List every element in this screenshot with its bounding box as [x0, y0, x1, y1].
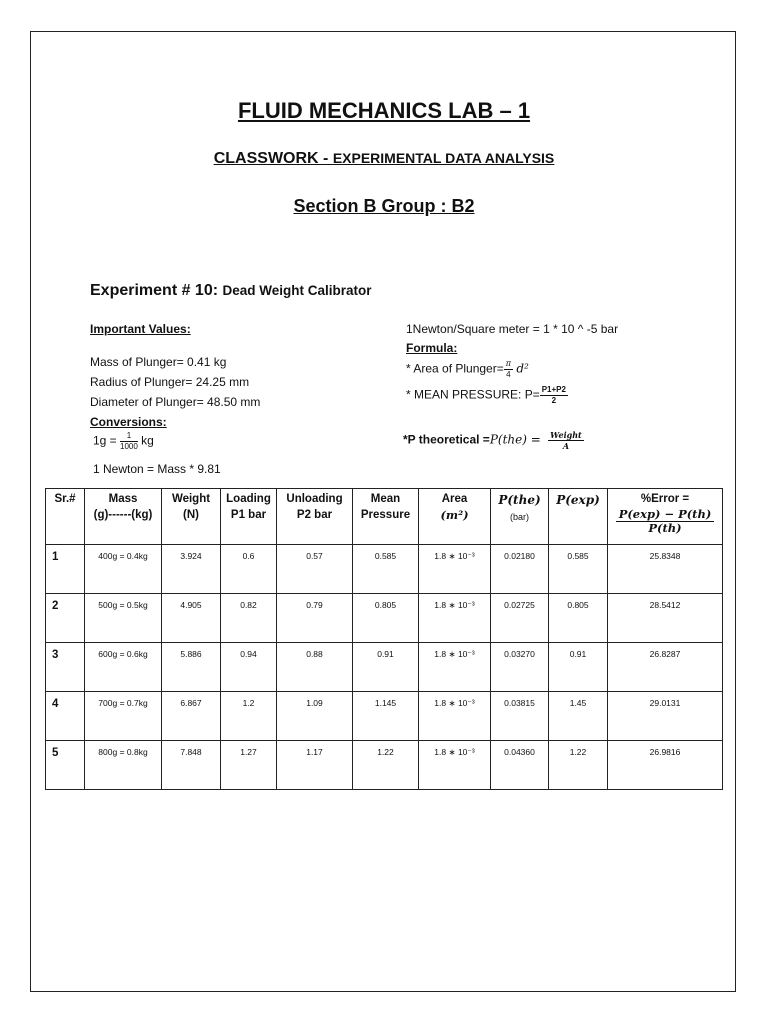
document-subtitle: CLASSWORK - EXPERIMENTAL DATA ANALYSIS	[213, 150, 555, 167]
conversions-heading: Conversions:	[90, 415, 167, 429]
p-theoretical-formula: *P theoretical =P(the) = $\frac{\text{Weight}}{A}$	[403, 430, 582, 451]
header-area: Area (m²)	[419, 489, 491, 545]
cell-weight: 7.848	[162, 741, 221, 790]
cell-area: 1.8 ∗ 10⁻³	[419, 643, 491, 692]
table-row	[46, 643, 723, 692]
header-weight: Weight (N)	[162, 489, 221, 545]
newton-conversion: 1 Newton = Mass * 9.81	[93, 462, 221, 476]
cell-area: 1.8 ∗ 10⁻³	[419, 692, 491, 741]
cell-p-exp: 0.585	[549, 545, 608, 594]
cell-p1: 0.94	[221, 643, 277, 692]
cell-mean: 0.585	[353, 545, 419, 594]
cell-mass: 600g = 0.6kg	[85, 643, 162, 692]
cell-sr: 3	[46, 643, 85, 692]
unit-conversion: 1Newton/Square meter = 1 * 10 ^ -5 bar	[406, 322, 619, 336]
cell-mean: 0.91	[353, 643, 419, 692]
table-row	[46, 692, 723, 741]
section-group: Section B Group : B2	[293, 196, 475, 216]
cell-p1: 1.27	[221, 741, 277, 790]
cell-p-the: 0.03815	[491, 692, 549, 741]
cell-mass: 700g = 0.7kg	[85, 692, 162, 741]
cell-p-the: 0.02725	[491, 594, 549, 643]
cell-area: 1.8 ∗ 10⁻³	[419, 741, 491, 790]
cell-mass: 400g = 0.4kg	[85, 545, 162, 594]
cell-mean: 1.145	[353, 692, 419, 741]
cell-error: 28.5412	[608, 594, 723, 643]
header-unloading: Unloading P2 bar	[277, 489, 353, 545]
mean-pressure-formula: * MEAN PRESSURE: P= $\frac{P1+P2}{2}$	[406, 385, 566, 405]
cell-error: 26.8287	[608, 643, 723, 692]
cell-mean: 0.805	[353, 594, 419, 643]
cell-p2: 1.17	[277, 741, 353, 790]
cell-weight: 3.924	[162, 545, 221, 594]
cell-sr: 1	[46, 545, 85, 594]
table-row	[46, 594, 723, 643]
cell-mean: 1.22	[353, 741, 419, 790]
radius-of-plunger: Radius of Plunger= 24.25 mm	[90, 375, 250, 389]
cell-sr: 5	[46, 741, 85, 790]
cell-p2: 1.09	[277, 692, 353, 741]
cell-p2: 0.88	[277, 643, 353, 692]
gram-conversion: 1g = $\frac{1}{1000}$ kg	[93, 431, 154, 451]
table-row	[46, 545, 723, 594]
header-sr: Sr.#	[46, 489, 85, 545]
header-loading: Loading P1 bar	[221, 489, 277, 545]
area-formula: * Area of Plunger= $\frac{\pi}{4}$ d²	[406, 359, 529, 379]
cell-p-exp: 1.22	[549, 741, 608, 790]
cell-p2: 0.57	[277, 545, 353, 594]
formula-heading: Formula:	[406, 341, 458, 355]
table-row	[46, 741, 723, 790]
header-p-exp: P(exp)	[549, 489, 608, 545]
cell-sr: 4	[46, 692, 85, 741]
important-values-heading: Important Values:	[90, 322, 191, 336]
data-table	[45, 488, 723, 790]
cell-p-exp: 0.805	[549, 594, 608, 643]
cell-weight: 6.867	[162, 692, 221, 741]
cell-p-the: 0.04360	[491, 741, 549, 790]
mass-of-plunger: Mass of Plunger= 0.41 kg	[90, 355, 227, 369]
diameter-of-plunger: Diameter of Plunger= 48.50 mm	[90, 395, 261, 409]
cell-error: 26.9816	[608, 741, 723, 790]
cell-p-exp: 0.91	[549, 643, 608, 692]
cell-p-exp: 1.45	[549, 692, 608, 741]
header-error: %Error = $\frac{P(\exp) - P(th)}{P(th)}$	[608, 489, 723, 545]
experiment-title: Experiment # 10: Dead Weight Calibrator	[90, 282, 372, 299]
header-p-the: P(the) (bar)	[491, 489, 549, 545]
header-mass: Mass (g)------(kg)	[85, 489, 162, 545]
cell-mass: 800g = 0.8kg	[85, 741, 162, 790]
cell-mass: 500g = 0.5kg	[85, 594, 162, 643]
cell-area: 1.8 ∗ 10⁻³	[419, 594, 491, 643]
cell-p-the: 0.02180	[491, 545, 549, 594]
document-title: FLUID MECHANICS LAB – 1	[237, 98, 531, 123]
cell-p-the: 0.03270	[491, 643, 549, 692]
cell-error: 25.8348	[608, 545, 723, 594]
cell-p1: 0.6	[221, 545, 277, 594]
cell-p2: 0.79	[277, 594, 353, 643]
header-mean-pressure: Mean Pressure	[353, 489, 419, 545]
table-header-row	[46, 489, 723, 545]
cell-sr: 2	[46, 594, 85, 643]
cell-weight: 4.905	[162, 594, 221, 643]
cell-weight: 5.886	[162, 643, 221, 692]
cell-error: 29.0131	[608, 692, 723, 741]
cell-area: 1.8 ∗ 10⁻³	[419, 545, 491, 594]
cell-p1: 1.2	[221, 692, 277, 741]
cell-p1: 0.82	[221, 594, 277, 643]
